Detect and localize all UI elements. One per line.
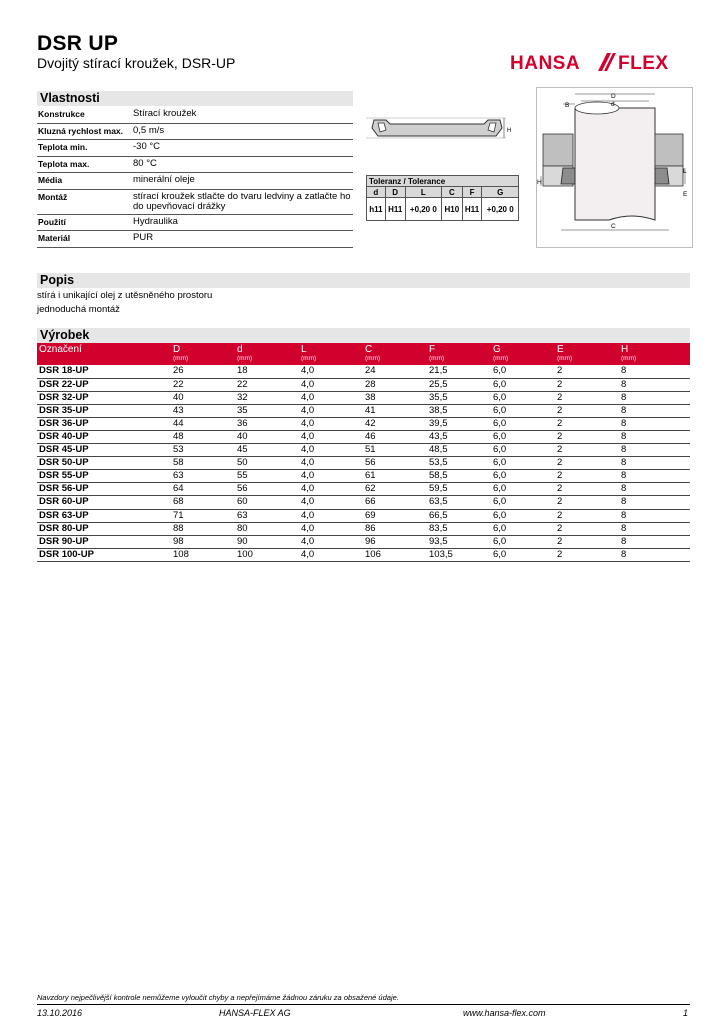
product-cell: 63 [237,509,301,522]
column-label: D [173,344,181,355]
product-cell: 61 [365,470,429,483]
product-cell: 8 [621,535,690,548]
dim-E-label: E [683,191,688,198]
product-cell: 4,0 [301,522,365,535]
product-cell: 22 [173,378,237,391]
tolerance-table [366,175,519,221]
property-value: -30 °C [133,141,161,152]
product-cell: 2 [557,378,621,391]
product-cell: 4,0 [301,535,365,548]
footer-date: 13.10.2016 [37,1008,83,1018]
product-cell: 4,0 [301,483,365,496]
product-cell: 64 [173,483,237,496]
product-cell: 60 [237,496,301,509]
property-row [37,190,353,215]
product-cell: 4,0 [301,496,365,509]
property-value: stírací kroužek stlačte do tvaru ledviny a zatlačte ho do upevňovací drážky [133,190,351,212]
product-cell: 42 [365,417,429,430]
product-cell: 8 [621,548,690,561]
product-cell: 63 [173,470,237,483]
dim-d-label: d [611,101,615,108]
column-unit: (mm) [429,355,445,362]
products-column-header [237,343,301,365]
column-label: G [493,344,501,355]
column-label: C [365,344,373,355]
products-heading: Výrobek [37,328,690,343]
property-row [37,107,353,124]
product-cell: 40 [173,391,237,404]
column-unit: (mm) [621,355,637,362]
product-cell: 80 [237,522,301,535]
product-row [37,404,690,417]
property-row [37,140,353,157]
product-cell: 22 [237,378,301,391]
property-value: minerální oleje [133,174,195,185]
product-designation: DSR 35-UP [37,404,173,417]
products-column-header [173,343,237,365]
property-label: Kluzná rychlost max. [38,125,124,136]
property-value: Stírací kroužek [133,108,197,119]
product-cell: 96 [365,535,429,548]
product-cell: 41 [365,404,429,417]
product-cell: 63,5 [429,496,493,509]
product-row [37,391,690,404]
product-cell: 59,5 [429,483,493,496]
product-row [37,548,690,561]
product-cell: 43 [173,404,237,417]
product-cell: 2 [557,457,621,470]
column-label: Označení [39,344,82,355]
product-cell: 6,0 [493,404,557,417]
product-cell: 4,0 [301,404,365,417]
product-row [37,417,690,430]
disclaimer: Navzdory nejpečlivější kontrole nemůžeme vyloučit chyby a nepřejímáme žádnou záruku za obsažené údaje. [37,993,399,1002]
product-cell: 108 [173,548,237,561]
product-cell: 100 [237,548,301,561]
product-cell: 51 [365,444,429,457]
product-cell: 6,0 [493,548,557,561]
property-label: Montáž [38,191,68,202]
description-heading: Popis [37,273,690,288]
product-designation: DSR 90-UP [37,535,173,548]
tolerance-value: H11 [385,198,405,221]
product-cell: 48 [173,430,237,443]
property-label: Materiál [38,233,71,243]
product-cell: 83,5 [429,522,493,535]
tolerance-value: +0,20 0 [405,198,441,221]
svg-text:HANSA: HANSA [510,53,581,73]
product-cell: 36 [237,417,301,430]
svg-text:FLEX: FLEX [618,53,669,73]
product-cell: 4,0 [301,417,365,430]
tolerance-column-header: C [442,187,462,198]
property-label: Konstrukce [38,109,85,119]
product-cell: 6,0 [493,444,557,457]
dim-D-label: D [611,93,616,100]
dim-B-label: B [565,102,570,109]
product-cell: 40 [237,430,301,443]
footer-company: HANSA-FLEX AG [219,1008,291,1018]
product-cell: 50 [237,457,301,470]
product-row [37,483,690,496]
property-row [37,173,353,190]
tolerance-column-header: L [405,187,441,198]
product-cell: 4,0 [301,444,365,457]
footer-website[interactable]: www.hansa-flex.com [463,1008,546,1018]
product-cell: 35,5 [429,391,493,404]
column-unit: (mm) [493,355,509,362]
product-cell: 39,5 [429,417,493,430]
product-cell: 2 [557,404,621,417]
product-cell: 8 [621,444,690,457]
products-column-header [365,343,429,365]
property-value: PUR [133,232,154,243]
product-cell: 66 [365,496,429,509]
product-cell: 8 [621,378,690,391]
product-row [37,378,690,391]
product-cell: 88 [173,522,237,535]
product-cell: 106 [365,548,429,561]
property-label: Média [38,175,63,185]
product-cell: 8 [621,509,690,522]
product-cell: 103,5 [429,548,493,561]
property-value: 0,5 m/s [133,124,165,136]
product-cell: 28 [365,378,429,391]
product-row [37,509,690,522]
product-cell: 48,5 [429,444,493,457]
product-cell: 4,0 [301,430,365,443]
column-unit: (mm) [173,355,189,362]
product-designation: DSR 36-UP [37,417,173,430]
property-label: Teplota max. [38,158,90,169]
column-unit: (mm) [237,355,253,362]
product-cell: 6,0 [493,509,557,522]
product-cell: 8 [621,483,690,496]
product-cell: 98 [173,535,237,548]
product-cell: 4,0 [301,457,365,470]
product-cell: 6,0 [493,470,557,483]
product-cell: 18 [237,365,301,378]
product-cell: 62 [365,483,429,496]
product-row [37,522,690,535]
product-cell: 8 [621,430,690,443]
product-row [37,535,690,548]
column-unit: (mm) [557,355,573,362]
product-cell: 44 [173,417,237,430]
product-cell: 53,5 [429,457,493,470]
column-label: d [237,344,243,355]
product-designation: DSR 56-UP [37,483,173,496]
product-cell: 32 [237,391,301,404]
property-row [37,124,353,141]
products-column-header [493,343,557,365]
profile-h-label: H [507,128,512,134]
hansa-flex-logo [510,51,695,73]
product-cell: 53 [173,444,237,457]
product-cell: 2 [557,417,621,430]
property-row [37,231,353,248]
tolerance-heading: Toleranz / Tolerance [367,176,519,187]
column-unit: (mm) [365,355,381,362]
tolerance-column-header: d [367,187,386,198]
dim-L-label: L [683,168,687,175]
product-cell: 58,5 [429,470,493,483]
product-cell: 56 [365,457,429,470]
product-cell: 6,0 [493,535,557,548]
product-cell: 8 [621,417,690,430]
product-cell: 6,0 [493,496,557,509]
tolerance-value: +0,20 0 [482,198,519,221]
product-cell: 66,5 [429,509,493,522]
tolerance-column-header: D [385,187,405,198]
product-cell: 6,0 [493,378,557,391]
product-cell: 4,0 [301,378,365,391]
product-cell: 4,0 [301,548,365,561]
product-designation: DSR 45-UP [37,444,173,457]
tolerance-column-header: G [482,187,519,198]
product-cell: 6,0 [493,483,557,496]
product-cell: 24 [365,365,429,378]
product-cell: 68 [173,496,237,509]
products-column-header [301,343,365,365]
products-column-header [621,343,690,365]
product-cell: 26 [173,365,237,378]
product-cell: 8 [621,404,690,417]
product-cell: 8 [621,391,690,404]
property-value: 80 °C [133,157,157,169]
description-line: stírá i unikající olej z utěsněného prostoru [37,290,213,301]
tolerance-column-header: F [462,187,482,198]
product-cell: 8 [621,457,690,470]
product-cell: 2 [557,483,621,496]
product-cell: 38,5 [429,404,493,417]
product-designation: DSR 50-UP [37,457,173,470]
product-cell: 2 [557,535,621,548]
product-cell: 2 [557,509,621,522]
property-row [37,215,353,232]
products-column-header [429,343,493,365]
seal-profile-drawing [366,108,518,158]
properties-table [37,107,353,248]
products-table [37,343,690,562]
products-column-header [557,343,621,365]
product-designation: DSR 55-UP [37,470,173,483]
product-cell: 6,0 [493,522,557,535]
footer-page-number: 1 [683,1008,689,1018]
product-designation: DSR 100-UP [37,548,173,561]
product-designation: DSR 80-UP [37,522,173,535]
product-cell: 6,0 [493,430,557,443]
installation-drawing [536,87,693,248]
product-cell: 2 [557,470,621,483]
product-row [37,430,690,443]
property-label: Teplota min. [38,142,88,152]
product-cell: 4,0 [301,509,365,522]
product-cell: 2 [557,430,621,443]
tolerance-value: h11 [367,198,386,221]
product-cell: 58 [173,457,237,470]
property-row [37,157,353,174]
product-cell: 8 [621,365,690,378]
product-cell: 2 [557,444,621,457]
dim-C-label: C [611,223,616,230]
product-cell: 2 [557,522,621,535]
page-title: DSR UP [37,32,119,55]
product-cell: 56 [237,483,301,496]
product-cell: 6,0 [493,391,557,404]
product-cell: 6,0 [493,457,557,470]
product-cell: 8 [621,496,690,509]
properties-heading: Vlastnosti [37,91,353,106]
footer-divider [37,1004,690,1005]
product-cell: 55 [237,470,301,483]
column-label: H [621,344,629,355]
property-label: Použití [38,216,66,227]
product-cell: 90 [237,535,301,548]
product-cell: 21,5 [429,365,493,378]
tolerance-value: H11 [462,198,482,221]
product-cell: 25,5 [429,378,493,391]
product-cell: 71 [173,509,237,522]
product-cell: 6,0 [493,417,557,430]
column-label: F [429,344,436,355]
product-designation: DSR 40-UP [37,430,173,443]
product-designation: DSR 32-UP [37,391,173,404]
product-designation: DSR 63-UP [37,509,173,522]
dim-H-label: H [537,179,542,186]
product-cell: 4,0 [301,391,365,404]
tolerance-value: H10 [442,198,462,221]
product-cell: 45 [237,444,301,457]
product-cell: 2 [557,496,621,509]
product-cell: 46 [365,430,429,443]
product-cell: 2 [557,548,621,561]
product-row [37,444,690,457]
product-cell: 6,0 [493,365,557,378]
product-designation: DSR 22-UP [37,378,173,391]
product-cell: 38 [365,391,429,404]
product-cell: 4,0 [301,470,365,483]
product-row [37,470,690,483]
property-value: Hydraulika [133,215,178,227]
products-column-header [37,343,173,365]
product-cell: 2 [557,391,621,404]
product-cell: 43,5 [429,430,493,443]
description-line: jednoduchá montáž [37,304,120,315]
column-unit: (mm) [301,355,317,362]
page-subtitle: Dvojitý stírací kroužek, DSR-UP [37,55,236,71]
product-row [37,457,690,470]
product-cell: 8 [621,522,690,535]
product-cell: 8 [621,470,690,483]
product-row [37,496,690,509]
product-cell: 35 [237,404,301,417]
product-cell: 4,0 [301,365,365,378]
column-label: L [301,344,307,355]
product-cell: 2 [557,365,621,378]
column-label: E [557,344,564,355]
product-cell: 86 [365,522,429,535]
product-cell: 69 [365,509,429,522]
product-designation: DSR 18-UP [37,365,173,378]
product-cell: 93,5 [429,535,493,548]
product-designation: DSR 60-UP [37,496,173,509]
product-row [37,365,690,378]
